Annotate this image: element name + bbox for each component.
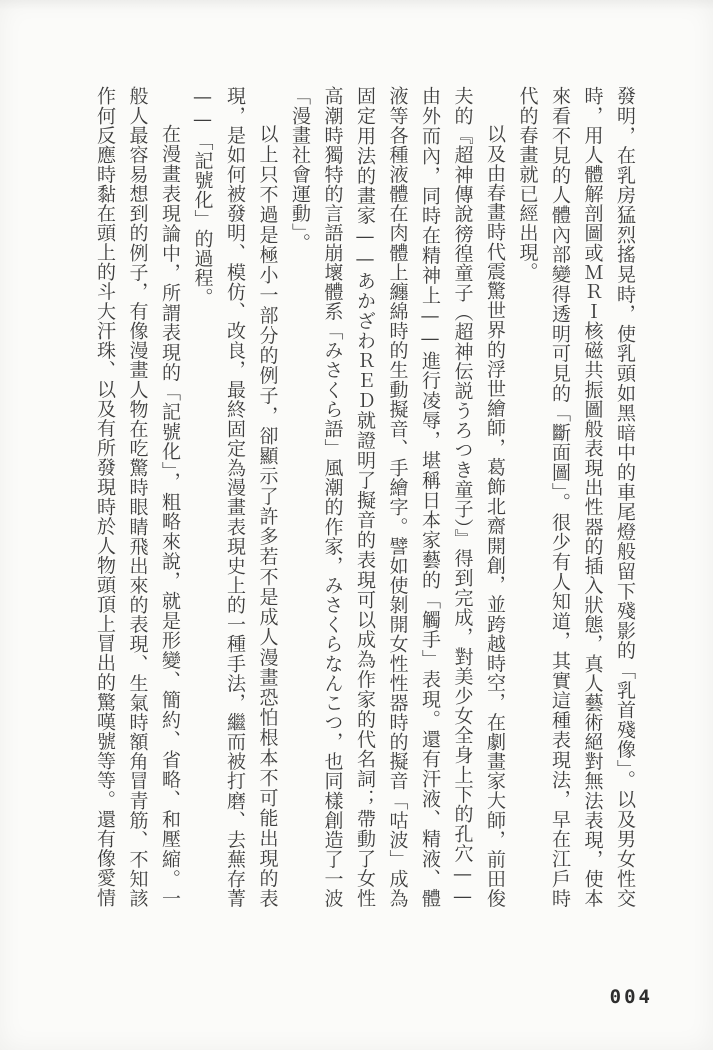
paragraph-kigouka-theory: 在漫畫表現論中，所謂表現的「記號化」，粗略來說，就是形變、簡約、省略、和壓縮。一般人最容易想到的例子，有像漫畫人物在吃驚時眼睛飛出來的表現、生氣時額角冒青筋、不知該作何反應時黏在頭上的斗大汗珠、以及有所發現時於人物頭頂上冒出的驚嘆號等等。還有像愛情 bbox=[94, 86, 181, 908]
paragraph-continuation: 發明，在乳房猛烈搖晃時，使乳頭如黑暗中的車尾燈般留下殘影的「乳首殘像」。以及男女性交時，用人體解剖圖或ＭＲＩ核磁共振圖般表現出性器的插入狀態，真人藝術絕對無法表現，使本來看不見的人體內部變得透明可見的「斷面圖」。很少有人知道，其實這種表現法，早在江戶時代的春畫就已經出現。 bbox=[516, 86, 636, 908]
vertical-text-block bbox=[89, 86, 642, 908]
paragraph-tentacle-expression: 以及由春畫時代震驚世界的浮世繪師，葛飾北齋開創，並跨越時空，在劇畫家大師，前田俊夫的『超神傳說徬徨童子（超神伝説うろつき童子）』得到完成，對美少女全身上下的孔穴——由外而內，同時在精神上——進行凌辱，堪稱日本家藝的「觸手」表現。還有汗液、精液、體液等各種液體在肉體上纏綿時的生動擬音、手繪字。譬如使剝開女性性器時的擬音「咕波」成為固定用法的畫家——あかざわＲＥＤ就證明了擬音的表現可以成為作家的代名詞；帶動了女性高潮時獨特的言語崩壞體系「みさくら語」風潮的作家，みさくらなんこつ，也同樣創造了一波「漫畫社會運動」。 bbox=[289, 86, 506, 908]
page-number: 004 bbox=[609, 986, 653, 1008]
paragraph-examples-summary: 以上只不過是極小一部分的例子，卻顯示了許多若不是成人漫畫恐怕根本不可能出現的表現，是如何被發明、模仿、改良，最終固定為漫畫表現史上的一種手法，繼而被打磨、去蕪存菁——「記號化」的過程。 bbox=[191, 86, 279, 908]
